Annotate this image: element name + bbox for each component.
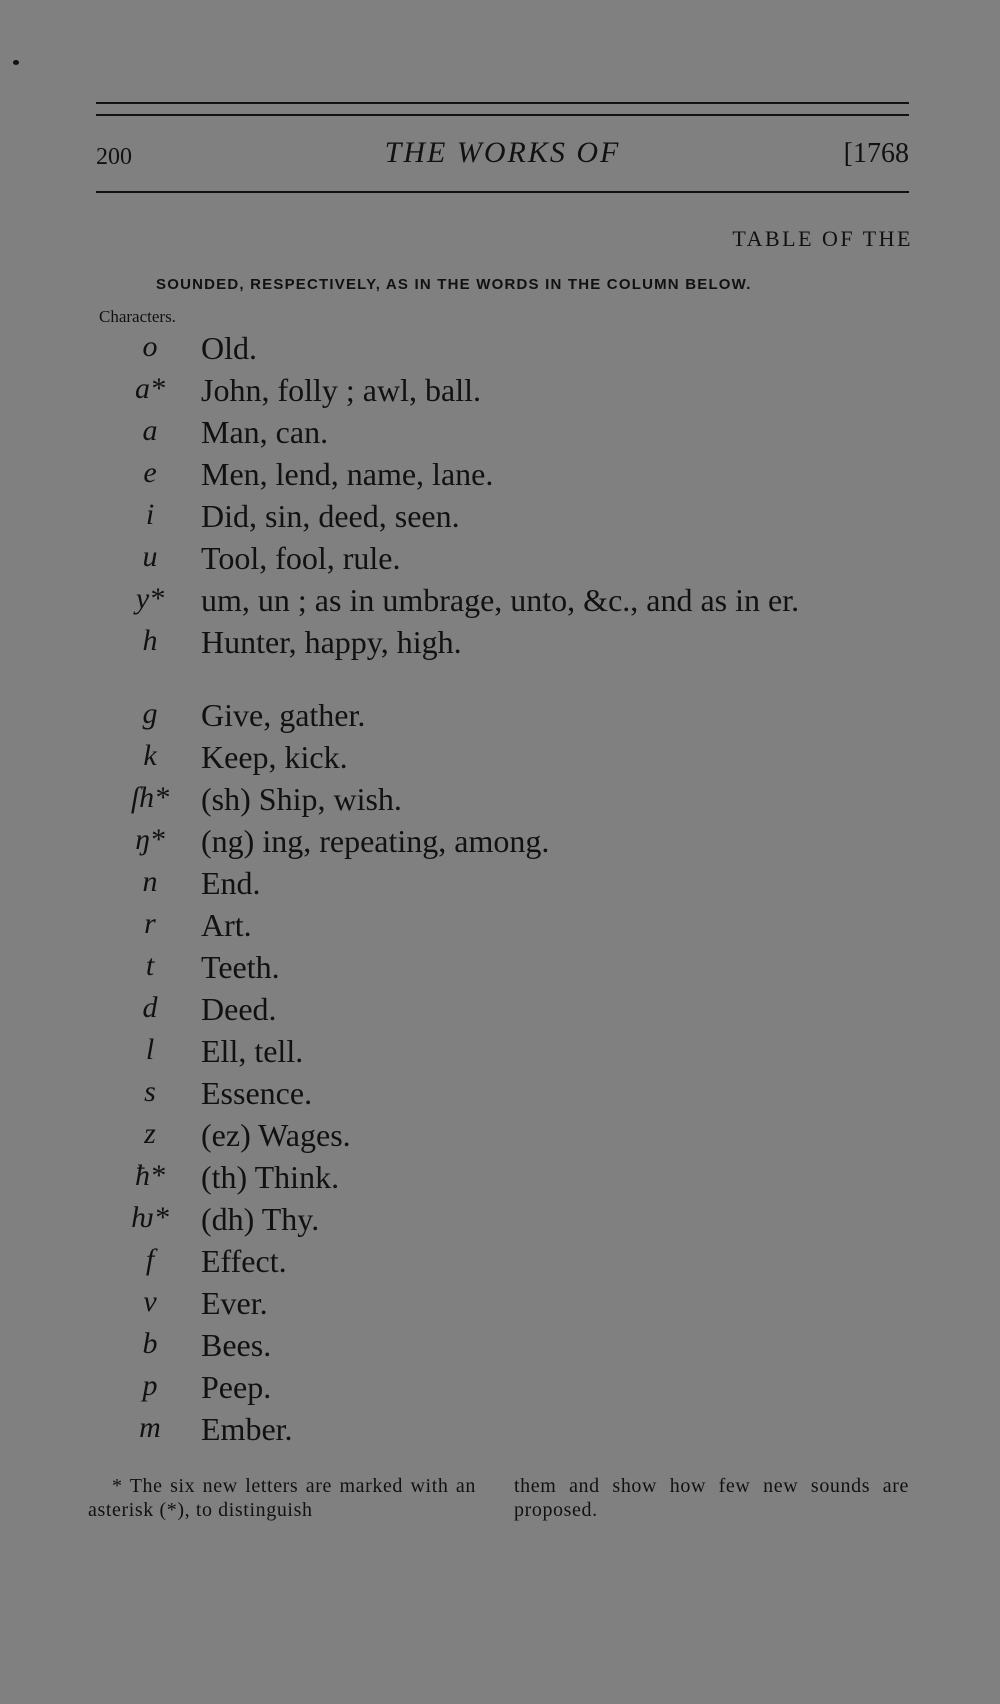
table-row <box>0 1243 1000 1285</box>
table-row <box>0 540 1000 582</box>
column-label-characters: Characters. <box>99 307 176 326</box>
sound-example: Ember. <box>201 1411 293 1447</box>
table-row <box>0 330 1000 372</box>
character: t <box>145 949 155 982</box>
sound-example: Tool, fool, rule. <box>201 540 401 576</box>
sound-example: Ell, tell. <box>201 1033 304 1069</box>
sound-example: Give, gather. <box>201 697 366 733</box>
character: d <box>142 991 158 1024</box>
table-row <box>0 498 1000 540</box>
sound-example: Hunter, happy, high. <box>201 624 462 660</box>
character: m <box>139 1411 161 1444</box>
sound-example: (th) Think. <box>201 1159 340 1195</box>
table-row <box>0 1159 1000 1201</box>
sound-example: Ever. <box>201 1285 268 1321</box>
top-rule <box>96 102 909 104</box>
sound-example: Peep. <box>201 1369 272 1405</box>
table-row <box>0 624 1000 666</box>
table-row <box>0 414 1000 456</box>
table-row <box>0 1327 1000 1369</box>
sound-example: Bees. <box>201 1327 272 1363</box>
sound-example: Essence. <box>201 1075 313 1111</box>
character: y* <box>135 582 165 615</box>
year-marker: [1768 <box>843 138 909 169</box>
sound-example: Art. <box>201 907 252 943</box>
character: r <box>144 907 156 940</box>
page-number: 200 <box>96 144 132 170</box>
table-row <box>0 372 1000 414</box>
character: ħ* <box>135 1159 165 1192</box>
stray-ink-dot <box>13 60 19 65</box>
sound-example: Teeth. <box>201 949 280 985</box>
character: o <box>142 330 158 363</box>
table-row <box>0 949 1000 991</box>
sound-example: Man, can. <box>201 414 329 450</box>
character: i <box>145 498 155 531</box>
character: ſh* <box>130 781 170 814</box>
table-row <box>0 907 1000 949</box>
character: u <box>142 540 158 573</box>
character: ƕ* <box>131 1201 169 1234</box>
character: a <box>142 414 158 447</box>
table-row <box>0 582 1000 624</box>
character: s <box>144 1075 156 1108</box>
footnote-left-column: * The six new letters are marked with an asterisk (*), to distinguish <box>88 1475 476 1521</box>
character: e <box>143 456 157 489</box>
character: n <box>142 865 158 898</box>
sound-example: End. <box>201 865 261 901</box>
table-row <box>0 1411 1000 1453</box>
sound-example: John, folly ; awl, ball. <box>201 372 481 408</box>
character: p <box>142 1369 158 1402</box>
running-head <box>96 134 909 180</box>
top-rule-inner <box>96 114 909 116</box>
table-row <box>0 1369 1000 1411</box>
table-row <box>0 865 1000 907</box>
sound-example: (dh) Thy. <box>201 1201 320 1237</box>
sound-example: um, un ; as in umbrage, unto, &c., and as in er. <box>201 582 800 618</box>
table-row <box>0 1075 1000 1117</box>
character: f <box>145 1243 155 1276</box>
table-row <box>0 1033 1000 1075</box>
table-row <box>0 781 1000 823</box>
character: k <box>143 739 157 772</box>
sound-example: (sh) Ship, wish. <box>201 781 402 817</box>
table-row <box>0 739 1000 781</box>
sound-example: Men, lend, name, lane. <box>201 456 494 492</box>
sound-example: Keep, kick. <box>201 739 348 775</box>
character: b <box>142 1327 158 1360</box>
table-row <box>0 456 1000 498</box>
character: h <box>142 624 158 657</box>
table-row <box>0 1285 1000 1327</box>
table-row <box>0 1117 1000 1159</box>
table-row <box>0 991 1000 1033</box>
character: ŋ* <box>135 823 165 856</box>
header-rule <box>96 191 909 193</box>
table-row <box>0 823 1000 865</box>
sound-example: Deed. <box>201 991 277 1027</box>
sound-example: (ng) ing, repeating, among. <box>201 823 550 859</box>
character: v <box>143 1285 157 1318</box>
sound-example: Effect. <box>201 1243 287 1279</box>
sound-example: Did, sin, deed, seen. <box>201 498 460 534</box>
character: a* <box>135 372 165 405</box>
table-subheading: SOUNDED, RESPECTIVELY, AS IN THE WORDS IN THE COLUMN BELOW. <box>156 276 752 293</box>
table-heading: TABLE OF THE <box>732 226 913 251</box>
table-row <box>0 1201 1000 1243</box>
character: z <box>144 1117 156 1150</box>
character: g <box>142 697 158 730</box>
table-row <box>0 697 1000 739</box>
sound-example: Old. <box>201 330 257 366</box>
running-title: THE WORKS OF <box>384 136 621 169</box>
sound-example: (ez) Wages. <box>201 1117 351 1153</box>
footnote-right-column: them and show how few new sounds are proposed. <box>514 1475 909 1521</box>
character: l <box>145 1033 155 1066</box>
